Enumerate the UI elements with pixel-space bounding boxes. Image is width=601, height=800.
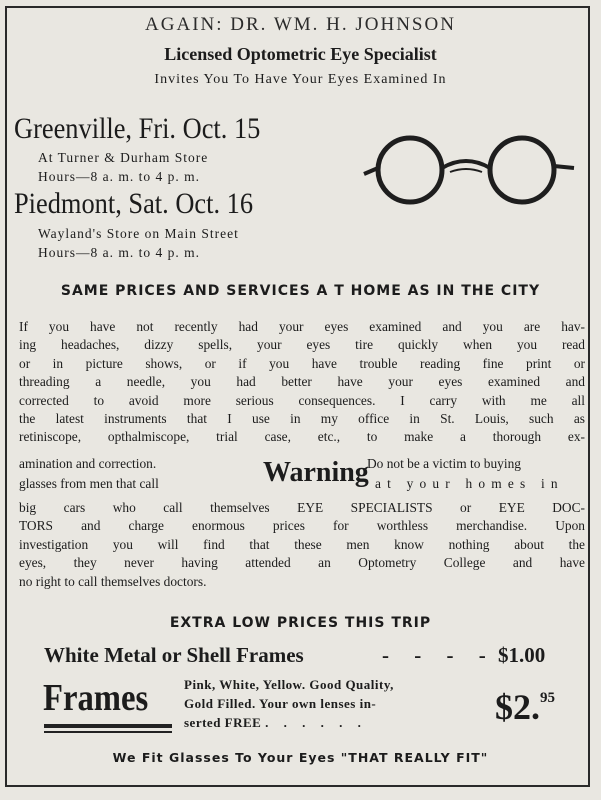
leader-dots: . . . . . . bbox=[265, 715, 367, 730]
warning-left-2: glasses from men that call bbox=[19, 476, 159, 491]
offer-white-metal-dashes: - - - - bbox=[382, 643, 496, 667]
body-line: corrected to avoid more serious consequences. I carry with me all bbox=[19, 392, 585, 408]
body-line: or in picture shows, or if you have trouble reading fine print or bbox=[19, 355, 585, 371]
divider bbox=[44, 724, 172, 728]
body-line: TORS and charge enormous prices for worthless merchandise. Upon bbox=[19, 518, 585, 534]
visit-place-piedmont: Wayland's Store on Main Street bbox=[38, 226, 239, 241]
frames-desc-line: Pink, White, Yellow. Good Quality, bbox=[184, 677, 394, 692]
frames-price-cents: 95 bbox=[540, 690, 555, 706]
warning-left-1: amination and correction. bbox=[19, 456, 157, 471]
footer-slogan: We Fit Glasses To Your Eyes "THAT REALLY FIT" bbox=[112, 750, 489, 765]
body-line: the latest instruments that I use in my office in St. Louis, such as bbox=[19, 410, 585, 426]
doctor-name: AGAIN: DR. WM. H. JOHNSON bbox=[145, 14, 456, 35]
body-line: no right to call themselves doctors. bbox=[19, 573, 207, 589]
frames-price-main: $2. bbox=[495, 687, 540, 727]
body-line: threading a needle, you had better have your eyes examined and bbox=[19, 374, 585, 390]
doctor-title: Licensed Optometric Eye Specialist bbox=[164, 44, 437, 64]
body-line: big cars who call themselves EYE SPECIALISTS or EYE DOC- bbox=[19, 500, 585, 515]
visit-hours-piedmont: Hours—8 a. m. to 4 p. m. bbox=[38, 245, 200, 260]
warning-right-1: Do not be a victim to buying bbox=[367, 456, 521, 471]
frames-desc-line: Gold Filled. Your own lenses in- bbox=[184, 696, 377, 711]
visit-city-piedmont: Piedmont, Sat. Oct. 16 bbox=[14, 187, 254, 220]
invitation: Invites You To Have Your Eyes Examined In bbox=[154, 72, 447, 87]
same-prices-heading: SAME PRICES AND SERVICES A T HOME AS IN THE CITY bbox=[60, 283, 541, 299]
divider bbox=[44, 731, 172, 733]
eyeglasses-icon bbox=[360, 128, 580, 208]
warning-block bbox=[19, 452, 585, 494]
body-line: ing headaches, dizzy spells, your eyes tire quickly when you read bbox=[19, 337, 585, 353]
body-line: retiniscope, opthalmiscope, trial case, etc., to make a thorough ex- bbox=[19, 429, 585, 445]
body-line: investigation you will find that these men know nothing about the bbox=[19, 536, 585, 552]
body-line: eyes, they never having attended an Optometry College and have bbox=[19, 555, 585, 571]
visit-place-greenville: At Turner & Durham Store bbox=[38, 150, 209, 165]
warning-heading: Warning bbox=[263, 457, 369, 488]
warning-right-2: at your homes in bbox=[375, 476, 564, 491]
offer-white-metal-price: $1.00 bbox=[498, 643, 546, 667]
extra-low-heading: EXTRA LOW PRICES THIS TRIP bbox=[169, 615, 432, 631]
frames-desc-text: serted FREE bbox=[184, 715, 262, 730]
visit-city-greenville: Greenville, Fri. Oct. 15 bbox=[14, 112, 261, 145]
frames-description bbox=[184, 675, 484, 732]
frames-heading: Frames bbox=[43, 677, 149, 719]
offer-white-metal-label: White Metal or Shell Frames bbox=[44, 643, 304, 667]
visit-hours-greenville: Hours—8 a. m. to 4 p. m. bbox=[38, 169, 200, 184]
frames-desc-line-3 bbox=[184, 713, 484, 732]
body-line: If you have not recently had your eyes examined and you are hav- bbox=[19, 319, 585, 334]
body-paragraph-2 bbox=[19, 499, 585, 591]
body-paragraph-1 bbox=[19, 318, 585, 447]
frames-price bbox=[495, 686, 555, 728]
